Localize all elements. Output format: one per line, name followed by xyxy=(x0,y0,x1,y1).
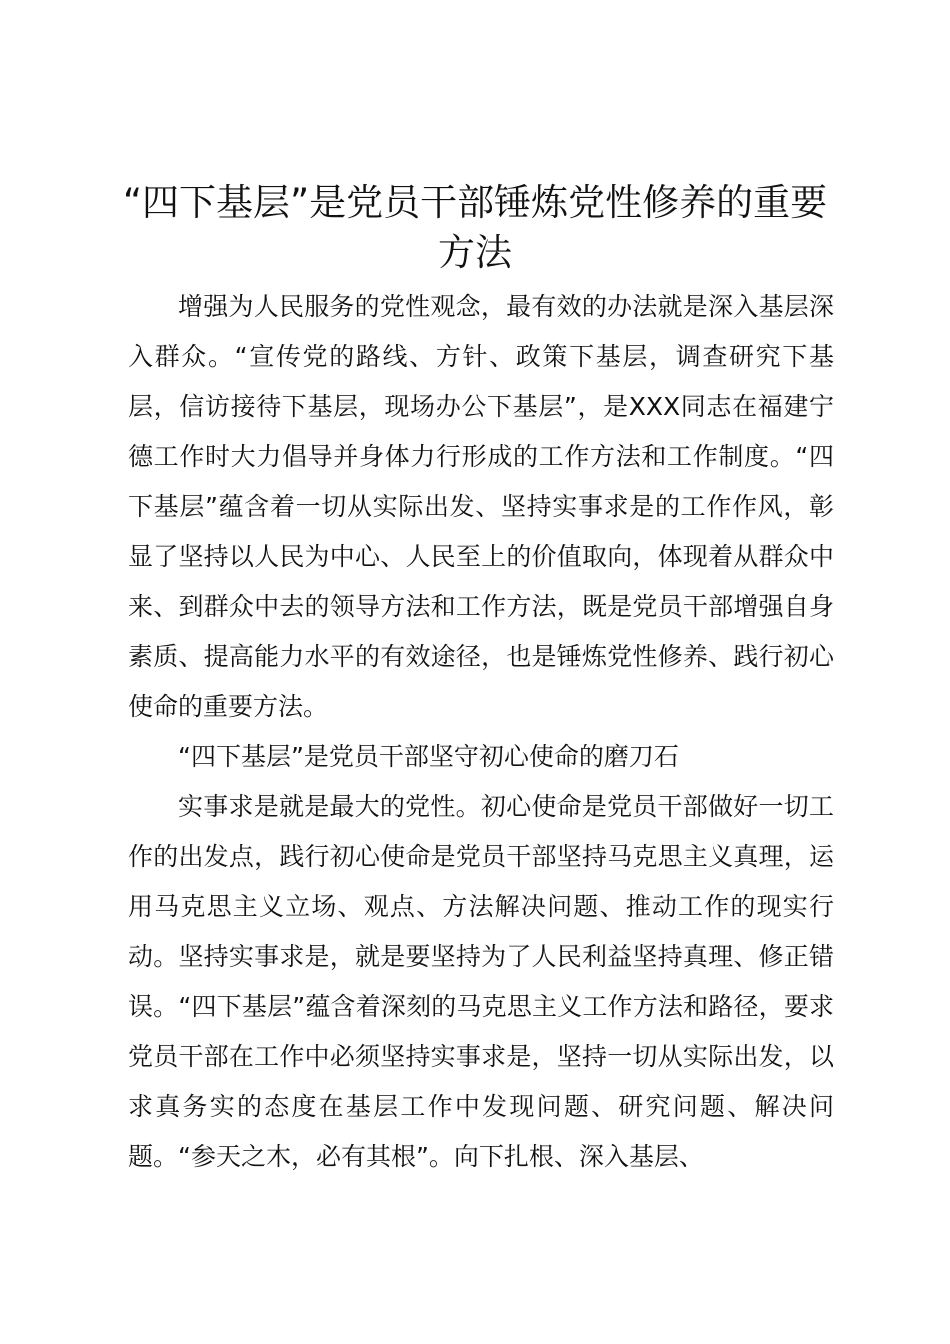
section-heading: “四下基层”是党员干部坚守初心使命的磨刀石 xyxy=(178,742,679,771)
document-body xyxy=(128,282,834,1182)
paragraph-section-1: 实事求是就是最大的党性。初心使命是党员干部做好一切工作的出发点，践行初心使命是党员干部坚持马克思主义真理，运用马克思主义立场、观点、方法解决问题、推动工作的现实行动。坚持实事求是，就是要坚持为了人民利益坚持真理、修正错误。“四下基层”蕴含着深刻的马克思主义工作方法和路径，要求党员干部在工作中必须坚持实事求是，坚持一切从实际出发，以求真务实的态度在基层工作中发现问题、研究问题、解决问题。“参天之木，必有其根”。向下扎根、深入基层、 xyxy=(128,792,834,1171)
paragraph-intro: 增强为人民服务的党性观念，最有效的办法就是深入基层深入群众。“宣传党的路线、方针、政策下基层，调查研究下基层，信访接待下基层，现场办公下基层”，是XXX同志在福建宁德工作时大力倡导并身体力行形成的工作方法和工作制度。“四下基层”蕴含着一切从实际出发、坚持实事求是的工作作风，彰显了坚持以人民为中心、人民至上的价值取向，体现着从群众中来、到群众中去的领导方法和工作方法，既是党员干部增强自身素质、提高能力水平的有效途径，也是锤炼党性修养、践行初心使命的重要方法。 xyxy=(128,292,834,721)
document-title: “四下基层”是党员干部锤炼党性修养的重要方法 xyxy=(122,181,828,274)
